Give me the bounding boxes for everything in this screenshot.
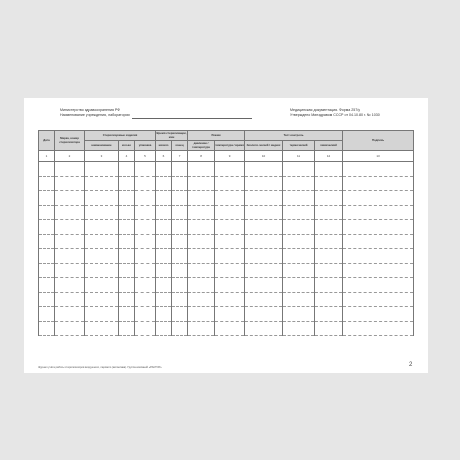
table-cell[interactable] — [156, 249, 172, 264]
table-cell[interactable] — [245, 205, 283, 220]
column-number: 12 — [315, 151, 343, 162]
test-header: Тест-контроль — [245, 131, 343, 141]
table-cell[interactable] — [119, 176, 135, 191]
table-cell[interactable] — [283, 162, 315, 177]
column-number: 2 — [55, 151, 85, 162]
table-cell[interactable] — [39, 249, 55, 264]
form-line: Медицинская документация. Форма 257/у — [290, 108, 361, 112]
column-number: 8 — [188, 151, 215, 162]
table-cell[interactable] — [55, 292, 85, 307]
table-cell[interactable] — [55, 249, 85, 264]
table-cell[interactable] — [315, 176, 343, 191]
table-cell[interactable] — [119, 162, 135, 177]
table-cell[interactable] — [85, 220, 119, 235]
table-cell[interactable] — [315, 234, 343, 249]
table-cell[interactable] — [135, 307, 156, 322]
table-cell[interactable] — [215, 292, 245, 307]
table-cell[interactable] — [245, 263, 283, 278]
table-cell[interactable] — [119, 292, 135, 307]
table-row — [39, 162, 414, 177]
column-number: 3 — [85, 151, 119, 162]
table-cell[interactable] — [188, 220, 215, 235]
table-cell[interactable] — [85, 307, 119, 322]
table-cell[interactable] — [245, 162, 283, 177]
table-cell[interactable] — [245, 191, 283, 206]
table-cell[interactable] — [39, 307, 55, 322]
table-cell[interactable] — [188, 176, 215, 191]
table-cell[interactable] — [55, 263, 85, 278]
column-number: 4 — [119, 151, 135, 162]
ministry-line: Министерство здравоохранения РФ — [60, 108, 120, 112]
table-cell[interactable] — [172, 307, 188, 322]
table-cell[interactable] — [39, 263, 55, 278]
table-cell[interactable] — [85, 234, 119, 249]
column-number: 10 — [245, 151, 283, 162]
column-number-row — [39, 151, 414, 162]
table-cell[interactable] — [39, 234, 55, 249]
table-cell[interactable] — [39, 162, 55, 177]
table-cell[interactable] — [55, 162, 85, 177]
table-cell[interactable] — [119, 307, 135, 322]
table-cell[interactable] — [135, 263, 156, 278]
table-cell[interactable] — [188, 292, 215, 307]
table-cell[interactable] — [39, 292, 55, 307]
table-cell[interactable] — [135, 176, 156, 191]
table-cell[interactable] — [156, 234, 172, 249]
table-cell[interactable] — [119, 278, 135, 293]
table-cell[interactable] — [315, 249, 343, 264]
table-row — [39, 249, 414, 264]
table-cell[interactable] — [156, 278, 172, 293]
signature-header: Подпись — [343, 131, 414, 151]
table-cell[interactable] — [188, 205, 215, 220]
table-cell[interactable] — [315, 307, 343, 322]
table-cell[interactable] — [135, 321, 156, 336]
table-cell[interactable] — [85, 191, 119, 206]
table-row — [39, 234, 414, 249]
table-cell[interactable] — [315, 263, 343, 278]
table-cell[interactable] — [39, 205, 55, 220]
table-cell[interactable] — [283, 278, 315, 293]
table-cell[interactable] — [315, 220, 343, 235]
table-cell[interactable] — [343, 234, 414, 249]
table-cell[interactable] — [85, 278, 119, 293]
name-subheader: наименование — [85, 141, 119, 151]
table-cell[interactable] — [172, 220, 188, 235]
table-cell[interactable] — [283, 176, 315, 191]
table-cell[interactable] — [119, 263, 135, 278]
column-number: 11 — [283, 151, 315, 162]
table-cell[interactable] — [156, 321, 172, 336]
table-cell[interactable] — [188, 191, 215, 206]
header-right — [290, 108, 380, 117]
table-cell[interactable] — [135, 292, 156, 307]
temp-time-subheader: температура / время — [215, 141, 245, 151]
table-cell[interactable] — [315, 321, 343, 336]
table-cell[interactable] — [343, 292, 414, 307]
table-cell[interactable] — [55, 205, 85, 220]
table-cell[interactable] — [172, 278, 188, 293]
table-cell[interactable] — [85, 292, 119, 307]
table-cell[interactable] — [156, 292, 172, 307]
table-cell[interactable] — [245, 307, 283, 322]
table-cell[interactable] — [85, 321, 119, 336]
blank-rows — [39, 162, 414, 336]
table-cell[interactable] — [135, 162, 156, 177]
table-cell[interactable] — [283, 263, 315, 278]
table-cell[interactable] — [343, 307, 414, 322]
table-cell[interactable] — [343, 162, 414, 177]
table-row — [39, 191, 414, 206]
chemical-subheader: химический — [315, 141, 343, 151]
table-cell[interactable] — [55, 176, 85, 191]
header-left — [60, 108, 130, 117]
end-subheader: конец — [172, 141, 188, 151]
table-cell[interactable] — [85, 249, 119, 264]
table-cell[interactable] — [156, 205, 172, 220]
table-cell[interactable] — [315, 191, 343, 206]
column-number: 9 — [215, 151, 245, 162]
table-cell[interactable] — [119, 220, 135, 235]
table-cell[interactable] — [245, 321, 283, 336]
sterilizer-header: Марка, номер стерилизатора — [55, 131, 85, 151]
table-cell[interactable] — [172, 205, 188, 220]
table-cell[interactable] — [343, 205, 414, 220]
qty-subheader: кол-во — [119, 141, 135, 151]
time-header: Время стерилизации, мин — [156, 131, 187, 139]
table-cell[interactable] — [283, 205, 315, 220]
table-cell[interactable] — [135, 278, 156, 293]
table-cell[interactable] — [343, 176, 414, 191]
column-number: 1 — [39, 151, 55, 162]
table-cell[interactable] — [245, 249, 283, 264]
table-cell[interactable] — [172, 191, 188, 206]
table-cell[interactable] — [283, 321, 315, 336]
table-cell[interactable] — [156, 307, 172, 322]
table-cell[interactable] — [39, 278, 55, 293]
table-cell[interactable] — [188, 307, 215, 322]
table-cell[interactable] — [39, 220, 55, 235]
table-cell[interactable] — [215, 278, 245, 293]
thermal-subheader: термический — [283, 141, 315, 151]
table-cell[interactable] — [172, 249, 188, 264]
table-cell[interactable] — [55, 234, 85, 249]
table-cell[interactable] — [283, 234, 315, 249]
table-row — [39, 292, 414, 307]
column-number: 6 — [156, 151, 172, 162]
table-cell[interactable] — [315, 292, 343, 307]
table-cell[interactable] — [215, 307, 245, 322]
table-cell[interactable] — [188, 234, 215, 249]
table-cell[interactable] — [172, 321, 188, 336]
table-cell[interactable] — [119, 205, 135, 220]
mode-header: Режим — [188, 131, 245, 141]
table-cell[interactable] — [245, 278, 283, 293]
table-cell[interactable] — [283, 249, 315, 264]
table-cell[interactable] — [119, 249, 135, 264]
table-cell[interactable] — [215, 220, 245, 235]
table-cell[interactable] — [172, 263, 188, 278]
table-cell[interactable] — [315, 162, 343, 177]
bio-subheader: биологи-ческий / индекс — [245, 141, 283, 151]
table-cell[interactable] — [245, 176, 283, 191]
table-cell[interactable] — [215, 234, 245, 249]
table-cell[interactable] — [135, 191, 156, 206]
table-cell[interactable] — [283, 220, 315, 235]
table-cell[interactable] — [188, 278, 215, 293]
table-cell[interactable] — [156, 176, 172, 191]
table-cell[interactable] — [245, 292, 283, 307]
table-cell[interactable] — [215, 205, 245, 220]
table-cell[interactable] — [39, 191, 55, 206]
table-cell[interactable] — [135, 205, 156, 220]
items-header: Стерилизуемые изделия — [85, 131, 156, 141]
column-number: 13 — [343, 151, 414, 162]
table-cell[interactable] — [172, 292, 188, 307]
institution-line: Наименование учреждения, лаборатории — [60, 112, 130, 117]
table-row — [39, 307, 414, 322]
table-cell[interactable] — [283, 307, 315, 322]
institution-underline — [132, 118, 252, 119]
table-cell[interactable] — [188, 263, 215, 278]
table-cell[interactable] — [85, 162, 119, 177]
table-cell[interactable] — [156, 191, 172, 206]
date-header: Дата — [39, 131, 55, 151]
page-number: 2 — [409, 362, 413, 368]
table-cell[interactable] — [315, 278, 343, 293]
table-cell[interactable] — [283, 191, 315, 206]
table-cell[interactable] — [188, 162, 215, 177]
table-cell[interactable] — [172, 176, 188, 191]
table-cell[interactable] — [188, 321, 215, 336]
table-cell[interactable] — [119, 321, 135, 336]
table-row — [39, 176, 414, 191]
table-cell[interactable] — [156, 263, 172, 278]
table-cell[interactable] — [119, 191, 135, 206]
table-cell[interactable] — [343, 191, 414, 206]
table-cell[interactable] — [55, 278, 85, 293]
table-cell[interactable] — [343, 321, 414, 336]
table-row — [39, 220, 414, 235]
journal-table — [38, 130, 414, 336]
table-cell[interactable] — [343, 249, 414, 264]
table-cell[interactable] — [172, 234, 188, 249]
table-cell[interactable] — [119, 234, 135, 249]
table-cell[interactable] — [343, 220, 414, 235]
table-cell[interactable] — [188, 249, 215, 264]
table-cell[interactable] — [343, 278, 414, 293]
table-cell[interactable] — [172, 162, 188, 177]
table-cell[interactable] — [315, 205, 343, 220]
footer-note: Журнал учёта работы стерилизаторов воздушного, парового (автоклава). Группа компаний «РАСТОР» — [38, 366, 162, 369]
table-cell[interactable] — [245, 234, 283, 249]
table-cell[interactable] — [156, 162, 172, 177]
column-number: 5 — [135, 151, 156, 162]
table-cell[interactable] — [135, 249, 156, 264]
table-cell[interactable] — [85, 263, 119, 278]
table-cell[interactable] — [55, 307, 85, 322]
table-cell[interactable] — [343, 263, 414, 278]
approval-line: Утверждено Минздравом СССР от 04.10.80 г. № 1030 — [290, 112, 380, 117]
pressure-subheader: давление / температура — [188, 141, 215, 151]
table-cell[interactable] — [215, 176, 245, 191]
table-row — [39, 205, 414, 220]
column-number: 7 — [172, 151, 188, 162]
table-cell[interactable] — [283, 292, 315, 307]
package-subheader: упаковка — [135, 141, 156, 151]
table-cell[interactable] — [245, 220, 283, 235]
table-cell[interactable] — [39, 176, 55, 191]
table-cell[interactable] — [215, 191, 245, 206]
table-cell[interactable] — [215, 263, 245, 278]
table-cell[interactable] — [55, 220, 85, 235]
table-cell[interactable] — [215, 321, 245, 336]
table-cell[interactable] — [215, 162, 245, 177]
table-row — [39, 263, 414, 278]
table-row — [39, 278, 414, 293]
table-cell[interactable] — [85, 176, 119, 191]
table-cell[interactable] — [135, 234, 156, 249]
table-cell[interactable] — [55, 191, 85, 206]
table-cell[interactable] — [215, 249, 245, 264]
journal-page — [24, 98, 428, 373]
start-subheader: начало — [156, 141, 172, 151]
table-row — [39, 321, 414, 336]
table-cell[interactable] — [156, 220, 172, 235]
table-cell[interactable] — [55, 321, 85, 336]
table-cell[interactable] — [135, 220, 156, 235]
table-cell[interactable] — [85, 205, 119, 220]
table-cell[interactable] — [39, 321, 55, 336]
